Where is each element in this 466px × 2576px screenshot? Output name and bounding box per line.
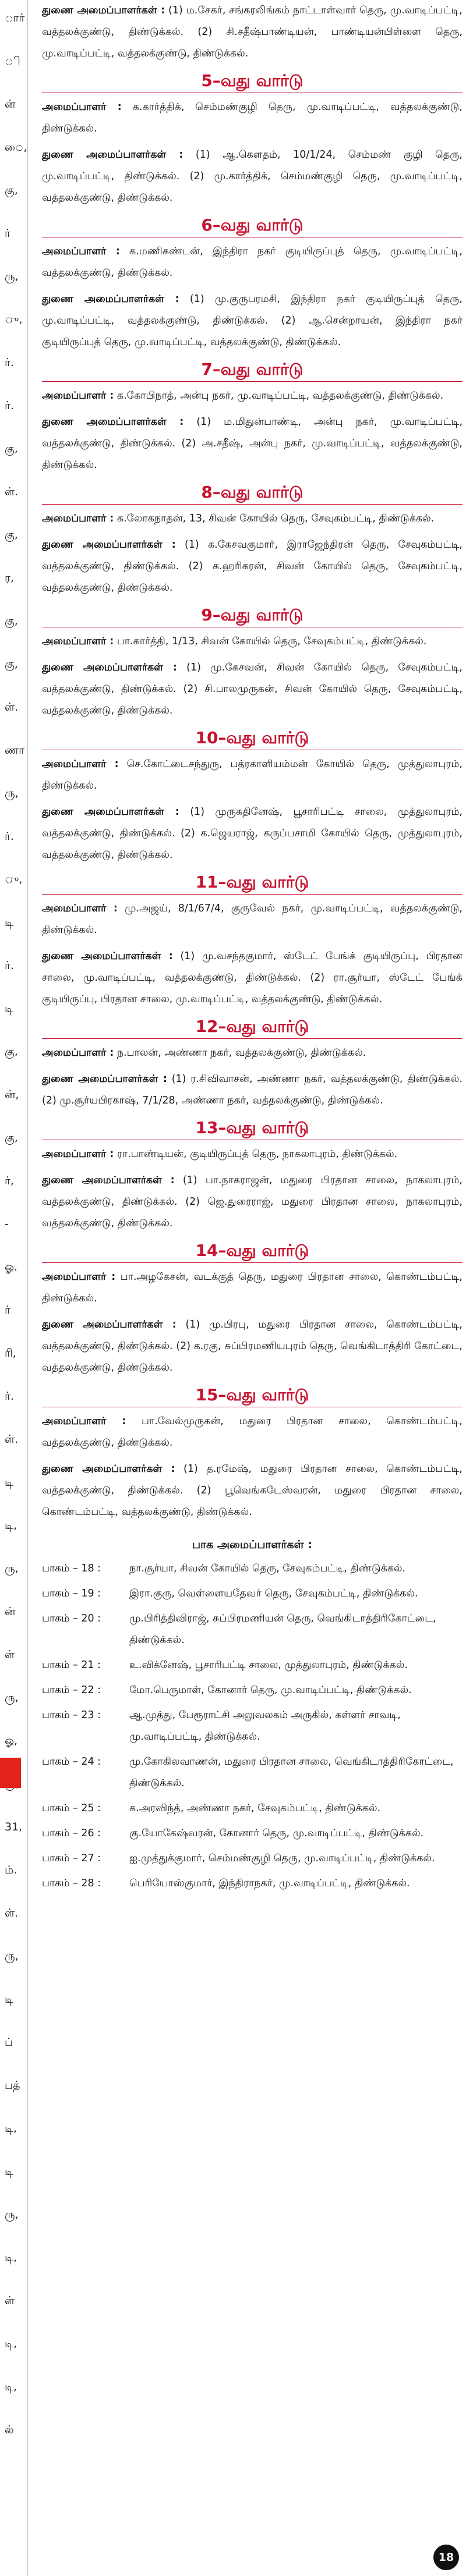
member-entry [42,289,463,353]
left-column-fragment: ர். [5,356,14,369]
left-column-fragment: ர். [5,830,14,843]
booth-label: பாகம் – 18 : [42,1563,101,1574]
entry-text: க.மணிகண்டன், இந்திரா நகர் குடியிருப்புத் தெரு, மு.வாடிப்பட்டி, வத்தலக்குண்டு, திண்டுக்கல். [42,246,463,279]
left-column-fragment: ஓ, [5,1734,17,1747]
member-entry [42,657,463,722]
left-column-fragment: ை, [5,141,27,154]
member-entry [42,801,463,866]
ward-heading: 6–வது வார்டு [201,215,303,235]
left-column-fragment: ரு, [5,1562,19,1575]
entry-text: பா.அழகேசன், வடக்குத் தெரு, மதுரை பிரதான சாலை, கொண்டம்பட்டி, திண்டுக்கல். [42,1271,463,1304]
left-column-fragment: ர, [5,572,14,584]
ward-heading: 12–வது வார்டு [195,1017,309,1036]
left-column-fragment: கு, [5,184,18,197]
entry-role-label: அமைப்பாளர் : [42,903,118,914]
entry-text: (1) க.கேசவகுமார், இராஜேந்திரன் தெரு, சேவுகம்பட்டி, வத்தலக்குண்டு, திண்டுக்கல். (2) க.ஹரிகரன், சிவன் கோயில் தெரு, சேவுகம்பட்டி, வத்தலக்குண்டு, திண்டுக்கல். [42,539,463,594]
entry-text: பா.கார்த்தி, 1/13, சிவன் கோயில் தெரு, சேவுகம்பட்டி, திண்டுக்கல். [116,636,427,647]
ward-heading: 13–வது வார்டு [195,1118,309,1137]
entry-text: க.கோபிநாத், அன்பு நகர், மு.வாடிப்பட்டி, வத்தலக்குண்டு, திண்டுக்கல். [116,390,444,402]
ward-heading-rule [42,1262,463,1263]
left-column-fragment: டி [5,1002,14,1015]
entry-role-label: அமைப்பாளர் : [42,758,119,770]
booth-row [42,1680,463,1701]
left-column-fragment: ரு, [5,270,19,283]
left-column-fragment: கு, [5,615,18,627]
member-entry [42,898,463,941]
left-column-fragment: ர் [5,1304,10,1317]
booth-label: பாகம் – 22 : [42,1684,101,1696]
left-column-fragment: ள். [5,485,19,498]
left-column-fragment: ன், [5,1088,19,1101]
left-column-fragment: டி, [5,1519,17,1532]
member-entry [42,1314,463,1379]
entry-text: (1) த.ரமேஷ், மதுரை பிரதான சாலை, கொண்டம்பட்டி, வத்தலக்குண்டு, திண்டுக்கல். (2) பூவெங்கடேஸ்வரன், மதுரை பிரதான சாலை, கொண்டம்பட்டி, வத்தலக்குண்டு, திண்டுக்கல். [42,1463,463,1518]
red-accent-block [0,1758,21,1788]
ward-heading: 11–வது வார்டு [195,872,309,892]
left-column-fragment: 31, [5,1821,23,1833]
left-column-fragment: கு, [5,1045,18,1058]
entry-role-label: துணை அமைப்பாளர்கள் : [42,539,176,551]
ward-heading: 5–வது வார்டு [201,71,303,90]
entry-role-label: அமைப்பாளர் : [42,1148,114,1160]
left-column-fragment: ப் [5,2036,13,2049]
entry-role-label: அமைப்பாளர் : [42,1415,126,1427]
left-column-fragment: ர். [5,399,14,412]
entry-text: (1) ம.மிதுன்பாண்டி, அன்பு நகர், மு.வாடிப்பட்டி, வத்தலக்குண்டு, திண்டுக்கல். (2) அ.சதீஷ், அன்பு நகர், மு.வாடிப்பட்டி, வத்தலக்குண்டு, திண்டுக்கல். [42,416,463,471]
left-column-fragment: ரு, [5,787,19,800]
member-entry [42,411,463,476]
ward-heading-rule [42,381,463,382]
left-column-fragment: - [5,1218,9,1230]
left-column-fragment: ள். [5,1433,19,1446]
left-column-fragment: ரு, [5,2208,19,2221]
left-column-fragment: ரு, [5,1691,19,1704]
entry-text: ரா.பாண்டியன், குடியிருப்புத் தெரு, நாகலாபுரம், திண்டுக்கல். [116,1148,398,1160]
member-entry [42,534,463,599]
booth-text: ஐ.முத்துக்குமார், செம்மண்குழி தெரு, மு.வாடிப்பட்டி, திண்டுக்கல். [129,1853,435,1864]
left-column-fragment: ர். [5,959,14,972]
entry-role-label: அமைப்பாளர் : [42,513,114,524]
member-entry [42,1459,463,1523]
entry-text: (1) மு.பிரபு, மதுரை பிரதான சாலை, கொண்டம்பட்டி, வத்தலக்குண்டு, திண்டுக்கல். (2) க.ரகு, சுப்பிரமணியபுரம் தெரு, வெங்கிடாத்திரி கோட்டை, வத்தலக்குண்டு, திண்டுக்கல். [42,1319,463,1374]
entry-role-label: துணை அமைப்பாளர்கள் : [42,416,184,428]
entry-role-label: துணை அமைப்பாளர்கள் : [42,149,183,161]
ward-heading: 15–வது வார்டு [195,1385,309,1404]
booth-label: பாகம் – 24 : [42,1756,101,1768]
member-entry [42,508,463,530]
left-column-fragment: டி, [5,2251,17,2264]
ward-heading-rule [42,504,463,505]
left-column-fragment: ள் [5,2294,15,2307]
left-column-strip [0,0,27,2576]
left-column-fragment: டி [5,916,14,929]
entry-role-label: அமைப்பாளர் : [42,246,120,257]
member-entry [42,1144,463,1165]
left-column-fragment: ர், [5,1175,14,1187]
booth-label: பாகம் – 19 : [42,1588,101,1599]
left-column-fragment: ு, [5,873,23,886]
left-column-fragment: கு, [5,658,18,670]
entry-role-label: துணை அமைப்பாளர்கள் : [42,5,165,16]
member-entry [42,1266,463,1310]
left-column-fragment: ள் [5,1648,15,1661]
entry-text: க.கார்த்திக், செம்மண்குழி தெரு, மு.வாடிப்பட்டி, வத்தலக்குண்டு, திண்டுக்கல். [42,101,463,134]
member-entry [42,631,463,652]
booth-row [42,1608,463,1651]
entry-text: (1) ம.சேகர், சங்கரலிங்கம் நாட்டாள்வார் தெரு, மு.வாடிப்பட்டி, வத்தலக்குண்டு, திண்டுக்கல். (2) சி.சதீஷ்பாண்டியன், பாண்டியன்பிள்ளை தெரு, மு.வாடிப்பட்டி, வத்தலக்குண்டு, திண்டுக்கல். [42,5,463,59]
booth-label: பாகம் – 27 : [42,1853,101,1864]
member-entry [42,1411,463,1454]
member-entry [42,241,463,284]
ward-heading: 7–வது வார்டு [201,360,303,379]
entry-text: (1) மு.குருபரமசி, இந்திரா நகர் குடியிருப்புத் தெரு, மு.வாடிப்பட்டி, வத்தலக்குண்டு, திண்டுக்கல். (2) ஆ.சென்றாயன், இந்திரா நகர் குடியிருப்புத் தெரு, மு.வாடிப்பட்டி, வத்தலக்குண்டு, திண்டுக்கல். [42,293,463,348]
entry-role-label: துணை அமைப்பாளர்கள் : [42,950,173,962]
left-column-fragment: ன் [5,1605,16,1618]
member-entry [42,1042,463,1064]
booth-label: பாகம் – 28 : [42,1878,101,1889]
member-entry [42,0,463,65]
booth-label: பாகம் – 21 : [42,1659,101,1671]
entry-role-label: துணை அமைப்பாளர்கள் : [42,1319,176,1330]
ward-heading: 14–வது வார்டு [195,1241,309,1260]
member-entry [42,946,463,1010]
left-column-fragment: கு, [5,442,18,455]
booth-label: பாகம் – 20 : [42,1613,101,1624]
left-column-fragment: டி [5,2165,14,2178]
booth-text: நா.சூர்யா, சிவன் கோயில் தெரு, சேவுகம்பட்டி, திண்டுக்கல். [129,1563,406,1574]
entry-role-label: துணை அமைப்பாளர்கள் : [42,662,177,673]
member-entry [42,754,463,797]
entry-role-label: அமைப்பாளர் : [42,390,114,402]
left-column-fragment: கு, [5,1131,18,1144]
entry-role-label: துணை அமைப்பாளர்கள் : [42,1073,167,1085]
ward-heading-rule [42,894,463,895]
entry-text: (1) பா.நாகராஜன், மதுரை பிரதான சாலை, நாகலாபுரம், வத்தலக்குண்டு, திண்டுக்கல். (2) ஜெ.துரைராஜ், மதுரை பிரதான சாலை, நாகலாபுரம், வத்தலக்குண்டு, திண்டுக்கல். [42,1175,463,1229]
left-column-fragment: ரு, [5,1950,19,1963]
entry-text: (1) மு.வசந்தகுமார், ஸ்டேட் பேங்க் குடியிருப்பு, பிரதான சாலை, மு.வாடிப்பட்டி, வத்தலக்குண்டு, திண்டுக்கல். (2) ரா.சூர்யா, ஸ்டேட் பேங்க் குடியிருப்பு, பிரதான சாலை, மு.வாடிப்பட்டி, வத்தலக்குண்டு, திண்டுக்கல். [42,950,463,1005]
booth-text: மு.பிரித்திவிராஜ், சுப்பிரமணியன் தெரு, வெங்கிடாத்திரிகோட்டை, திண்டுக்கல். [129,1613,436,1646]
main-column [42,0,463,1898]
booth-row [42,1873,463,1894]
booth-row [42,1823,463,1844]
booth-text: பெரியோஸ்குமார், இந்திராநகர், மு.வாடிப்பட்டி, திண்டுக்கல். [129,1878,410,1889]
left-column-fragment: ி [5,55,20,68]
left-column-fragment: டி [5,1993,14,2006]
booth-text: இரா.குரு, வெள்ளையதேவர் தெரு, சேவுகம்பட்டி, திண்டுக்கல். [129,1588,418,1599]
left-column-fragment: பத் [5,2079,20,2092]
member-entry [42,1069,463,1112]
entry-text: பா.வேல்முருகன், மதுரை பிரதான சாலை, கொண்டம்பட்டி, வத்தலக்குண்டு, திண்டுக்கல். [42,1415,463,1449]
left-column-fragment: ணா [5,744,25,757]
left-column-fragment: ர் [5,227,10,240]
entry-text: (1) மு.கேசவன், சிவன் கோயில் தெரு, சேவுகம்பட்டி, வத்தலக்குண்டு, திண்டுக்கல். (2) சி.பாலமுருகன், சிவன் கோயில் தெரு, சேவுகம்பட்டி, வத்தலக்குண்டு, திண்டுக்கல். [42,662,463,716]
ward-heading-rule [42,1038,463,1039]
booth-text: க.அரவிந்த், அண்ணா நகர், சேவுகம்பட்டி, திண்டுக்கல். [129,1803,381,1814]
entry-text: (1) ஆ.கௌதம், 10/1/24, செம்மண் குழி தெரு, மு.வாடிப்பட்டி, திண்டுக்கல். (2) மு.கார்த்திக், செம்மண்குழி தெரு, மு.வாடிப்பட்டி, வத்தலக்குண்டு, திண்டுக்கல். [42,149,463,204]
entry-role-label: அமைப்பாளர் : [42,636,114,647]
ward-heading: 10–வது வார்டு [195,728,309,747]
left-column-fragment: ு, [5,313,23,326]
entry-role-label: துணை அமைப்பாளர்கள் : [42,806,179,818]
left-column-fragment: ல் [5,2424,14,2436]
left-column-fragment: ர். [5,1390,14,1403]
left-column-fragment: ார் [5,12,25,24]
left-column-fragment: டி, [5,2122,17,2135]
booth-text: மு.கோகிலவாணன், மதுரை பிரதான சாலை, வெங்கிடாத்திரிகோட்டை, திண்டுக்கல். [129,1756,454,1789]
member-entry [42,144,463,209]
left-column-fragment: ள். [5,701,19,714]
left-column-fragment: ஓ. [5,1261,17,1273]
booth-row [42,1705,463,1748]
entry-text: க.லோகநாதன், 13, சிவன் கோயில் தெரு, சேவுகம்பட்டி, திண்டுக்கல். [116,513,435,524]
entry-role-label: அமைப்பாளர் : [42,1047,114,1059]
entry-role-label: அமைப்பாளர் : [42,101,122,113]
page-number: 18 [433,2545,459,2570]
left-column-fragment: டி, [5,2337,17,2350]
entry-role-label: அமைப்பாளர் : [42,1271,116,1283]
entry-role-label: துணை அமைப்பாளர்கள் : [42,1463,175,1475]
booth-label: பாகம் – 23 : [42,1709,101,1721]
booth-row [42,1751,463,1794]
booth-text: உ.விக்னேஷ், பூசாரிபட்டி சாலை, முத்துலாபுரம், திண்டுக்கல். [129,1659,408,1671]
left-column-fragment: ரி, [5,1347,16,1360]
entry-text: ந.பாலன், அண்ணா நகர், வத்தலக்குண்டு, திண்டுக்கல். [116,1047,366,1059]
left-column-fragment: கு, [5,528,18,541]
booth-text: கு.யோகேஷ்வரன், கோனார் தெரு, மு.வாடிப்பட்டி, திண்டுக்கல். [129,1828,424,1839]
booth-section-title: பாக அமைப்பாளர்கள் : [192,1538,312,1551]
left-column-fragment: ம். [5,1864,17,1876]
left-column-fragment: ள். [5,1907,19,1919]
entry-text: (1) முருகதினேஷ், பூசாரிபட்டி சாலை, முத்துலாபுரம், வத்தலக்குண்டு, திண்டுக்கல். (2) க.ஜெயராஜ், கருப்பசாமி கோயில் தெரு, முத்துலாபுரம், வத்தலக்குண்டு, திண்டுக்கல். [42,806,463,861]
booth-label: பாகம் – 26 : [42,1828,101,1839]
ward-heading: 8–வது வார்டு [201,482,303,502]
booth-text: ஆ.முத்து, பேரூராட்சி அலுவலகம் அருகில், கள்ளர் சாவடி, மு.வாடிப்பட்டி, திண்டுக்கல். [129,1709,401,1743]
booth-text: மோ.பெருமாள், கோனார் தெரு, மு.வாடிப்பட்டி, திண்டுக்கல். [129,1684,412,1696]
left-column-fragment: டி, [5,2380,17,2393]
booth-row [42,1583,463,1605]
entry-text: (1) ர.சிவிவாசன், அண்ணா நகர், வத்தலக்குண்டு, திண்டுக்கல். (2) மு.சூர்யபிரகாஷ், 7/1/28, அண்ணா நகர், வத்தலக்குண்டு, திண்டுக்கல். [42,1073,463,1106]
booth-row [42,1798,463,1819]
booth-row [42,1558,463,1580]
booth-row [42,1655,463,1676]
entry-role-label: துணை அமைப்பாளர்கள் : [42,293,179,305]
ward-heading: 9–வது வார்டு [201,605,303,625]
member-entry [42,97,463,140]
member-entry [42,385,463,407]
left-column-fragment: டி [5,1476,14,1489]
left-column-fragment: ன் [5,98,16,111]
entry-text: மு.அஜய், 8/1/67/4, குருவேல் நகர், மு.வாடிப்பட்டி, வத்தலக்குண்டு, திண்டுக்கல். [42,903,463,936]
booth-label: பாகம் – 25 : [42,1803,101,1814]
booth-row [42,1848,463,1869]
entry-text: செ.கோட்டைசந்துரு, பத்ரகாளியம்மன் கோயில் தெரு, முத்துலாபுரம், திண்டுக்கல். [42,758,463,792]
entry-role-label: துணை அமைப்பாளர்கள் : [42,1175,175,1186]
member-entry [42,1170,463,1234]
